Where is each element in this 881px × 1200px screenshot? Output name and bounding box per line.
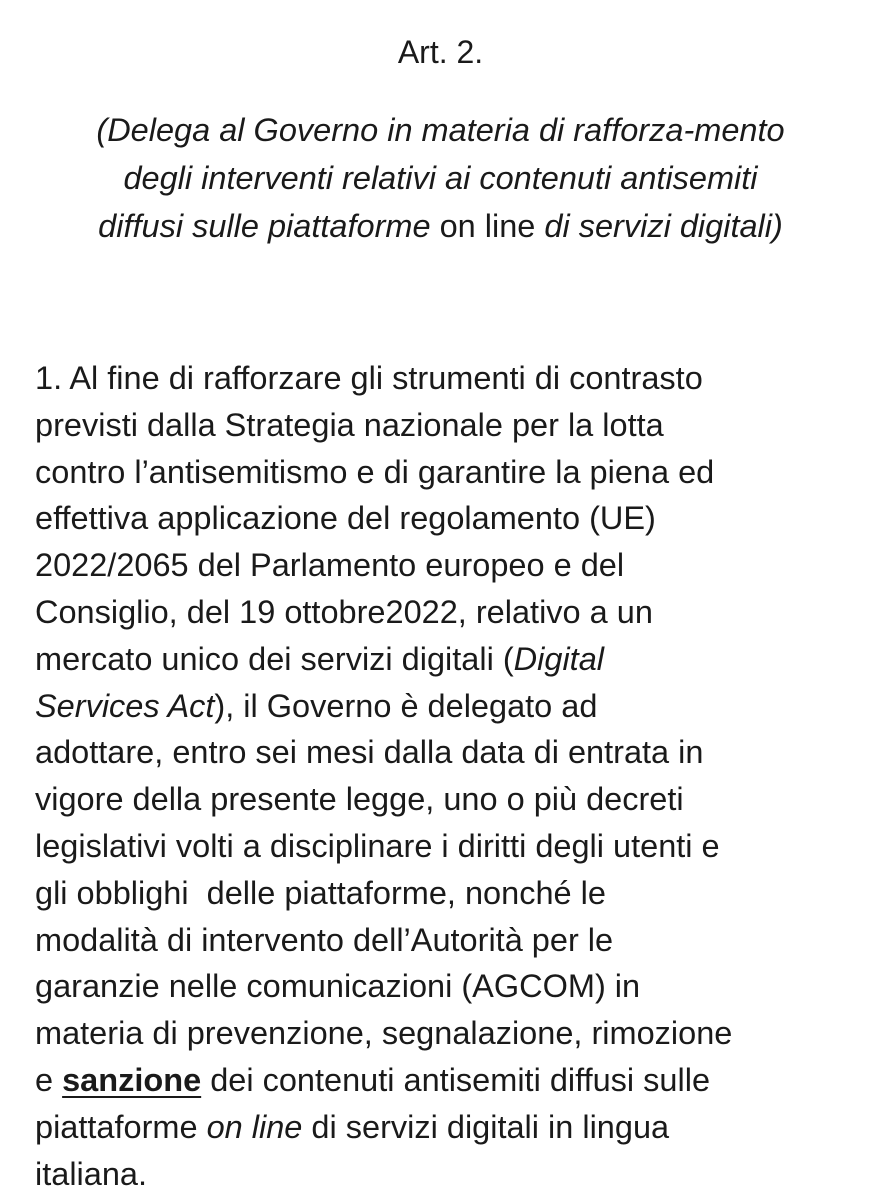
paragraph-line: adottare, entro sei mesi dalla data di entrata in [35,734,704,771]
paragraph-line: garanzie nelle comunicazioni (AGCOM) in [35,968,641,1005]
paragraph-line: 2022/2065 del Parlamento europeo e del [35,547,625,584]
paragraph-text: di servizi digitali in lingua [302,1108,670,1145]
paragraph-italic-text: Services Act [35,687,215,724]
heading-line-3-plain: on line [430,208,545,244]
article-heading [20,106,861,250]
paragraph-line: legislativi volti a disciplinare i diritti degli utenti e [35,827,720,864]
article-paragraph-1 [35,355,865,1197]
heading-line-3-italic-a: diffusi sulle piattaforme [98,208,431,244]
heading-line-2: degli interventi relativi ai contenuti antisemiti [123,160,758,196]
paragraph-line: contro l’antisemitismo e di garantire la piena ed [35,453,715,490]
paragraph-line: materia di prevenzione, segnalazione, rimozione [35,1015,733,1052]
paragraph-text: piattaforme [35,1108,207,1145]
paragraph-line: previsti dalla Strategia nazionale per la lotta [35,406,664,443]
paragraph-line: 1. Al fine di rafforzare gli strumenti di contrasto [35,360,703,396]
paragraph-line: gli obblighi delle piattaforme, nonché le [35,874,606,911]
paragraph-line: effettiva applicazione del regolamento (UE) [35,500,656,537]
heading-line-3 [20,202,861,250]
paragraph-italic-text: Digital [513,640,604,677]
paragraph-line: italiana. [35,1155,148,1192]
paragraph-line [35,683,865,730]
paragraph-line [35,1104,865,1151]
article-number: Art. 2. [397,34,484,70]
paragraph-text: mercato unico dei servizi digitali ( [35,640,514,677]
sanzione-emphasis: sanzione [62,1061,202,1098]
paragraph-text: e [35,1061,63,1098]
paragraph-text: ), il Governo è delegato ad [214,687,598,724]
paragraph-line: vigore della presente legge, uno o più decreti [35,781,684,818]
heading-line-3-italic-b: di servizi digitali) [544,208,783,244]
paragraph-italic-text: on line [206,1108,303,1145]
paragraph-line [35,1057,865,1104]
heading-line-1: (Delega al Governo in materia di rafforza-mento [96,112,785,148]
paragraph-line: modalità di intervento dell’Autorità per le [35,921,614,958]
paragraph-line [35,636,865,683]
paragraph-line: Consiglio, del 19 ottobre2022, relativo a un [35,593,653,630]
paragraph-text: dei contenuti antisemiti diffusi sulle [201,1061,711,1098]
